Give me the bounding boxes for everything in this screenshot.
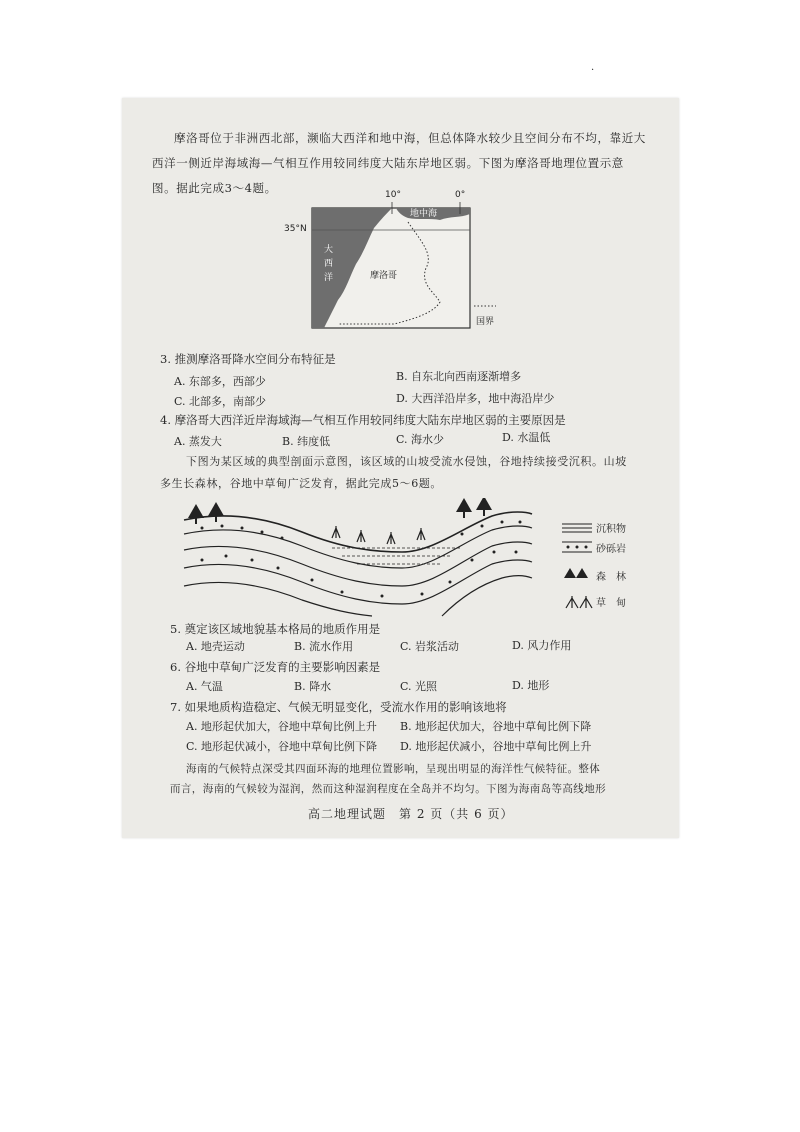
q5-option-a[interactable]: A. 地壳运动 bbox=[186, 640, 245, 653]
atlantic-label-3: 洋 bbox=[324, 273, 334, 283]
terrain-surface bbox=[184, 512, 532, 552]
q6-option-d[interactable]: D. 地形 bbox=[512, 679, 550, 692]
q3-option-c[interactable]: C. 北部多，南部少 bbox=[174, 395, 267, 408]
layer-line-5 bbox=[442, 576, 532, 616]
cross-section-drawing bbox=[182, 498, 652, 618]
exam-page bbox=[122, 98, 679, 838]
q7-option-c[interactable]: C. 地形起伏减小，谷地中草甸比例下降 bbox=[186, 740, 378, 753]
q5-option-b[interactable]: B. 流水作用 bbox=[294, 640, 354, 653]
q4-option-c[interactable]: C. 海水少 bbox=[396, 433, 445, 446]
lon-10-label: 10° bbox=[385, 190, 401, 200]
cross-section-diagram bbox=[182, 498, 652, 618]
legend-sandstone-dots bbox=[567, 546, 588, 549]
page-footer: 高二地理试题 第 2 页（共 6 页） bbox=[308, 807, 514, 821]
layer-line-3 bbox=[184, 560, 532, 604]
q4-option-b[interactable]: B. 纬度低 bbox=[282, 435, 331, 448]
q7-option-d[interactable]: D. 地形起伏减小，谷地中草甸比例上升 bbox=[400, 740, 592, 753]
legend-meadow-icon bbox=[566, 596, 592, 608]
q5-option-d[interactable]: D. 风力作用 bbox=[512, 639, 572, 652]
q5-option-c[interactable]: C. 岩浆活动 bbox=[400, 640, 460, 653]
q3-option-b[interactable]: B. 自东北向西南逐渐增多 bbox=[396, 370, 522, 383]
intro3-line-2: 而言，海南的气候较为湿润，然而这种湿润程度在全岛并不均匀。下图为海南岛等高线地形 bbox=[170, 783, 606, 795]
lat-35n-label: 35°N bbox=[284, 224, 307, 234]
morocco-label: 摩洛哥 bbox=[370, 271, 398, 281]
border-legend-label: 国界 bbox=[476, 317, 495, 327]
legend-forest-icon bbox=[564, 568, 588, 578]
lon-0-label: 0° bbox=[455, 190, 466, 200]
intro2-line-1: 下图为某区域的典型剖面示意图，该区域的山坡受流水侵蚀，谷地持续接受沉积。山坡 bbox=[186, 455, 627, 468]
q7-option-b[interactable]: B. 地形起伏加大，谷地中草甸比例下降 bbox=[400, 720, 592, 733]
q7-stem: 7. 如果地质构造稳定、气候无明显变化，受流水作用的影响该地将 bbox=[170, 700, 507, 714]
q7-option-a[interactable]: A. 地形起伏加大，谷地中草甸比例上升 bbox=[186, 720, 377, 733]
q3-option-a[interactable]: A. 东部多，西部少 bbox=[174, 375, 266, 388]
legend-meadow-label: 草 甸 bbox=[596, 598, 626, 609]
q6-stem: 6. 谷地中草甸广泛发育的主要影响因素是 bbox=[170, 660, 381, 674]
intro-line-1: 摩洛哥位于非洲西北部，濒临大西洋和地中海，但总体降水较少且空间分布不均，靠近大 bbox=[174, 131, 646, 145]
intro-line-3: 图。据此完成3～4题。 bbox=[152, 181, 277, 195]
meadow-marks bbox=[332, 526, 425, 544]
mediterranean-label: 地中海 bbox=[410, 209, 438, 219]
intro2-line-2: 多生长森林，谷地中草甸广泛发育，据此完成5～6题。 bbox=[160, 477, 442, 490]
legend-forest-label: 森 林 bbox=[596, 572, 626, 583]
atlantic-label-1: 大 bbox=[324, 245, 334, 255]
q6-option-b[interactable]: B. 降水 bbox=[294, 680, 332, 693]
q6-option-a[interactable]: A. 气温 bbox=[186, 680, 223, 693]
legend-sandstone-label: 砂砾岩 bbox=[596, 544, 626, 555]
q4-stem: 4. 摩洛哥大西洋近岸海域海—气相互作用较同纬度大陆东岸地区弱的主要原因是 bbox=[160, 413, 566, 427]
forest-trees bbox=[188, 498, 492, 524]
q6-option-c[interactable]: C. 光照 bbox=[400, 680, 438, 693]
header-dot: . bbox=[591, 62, 595, 73]
intro3-line-1: 海南的气候特点深受其四面环海的地理位置影响，呈现出明显的海洋性气候特征。整体 bbox=[186, 763, 601, 775]
q3-option-d[interactable]: D. 大西洋沿岸多，地中海沿岸少 bbox=[396, 392, 555, 405]
morocco-map bbox=[284, 190, 504, 344]
legend-sediment-label: 沉积物 bbox=[596, 524, 626, 535]
atlantic-label-2: 西 bbox=[324, 259, 334, 269]
layer-line-4 bbox=[184, 582, 372, 616]
q5-stem: 5. 奠定该区域地貌基本格局的地质作用是 bbox=[170, 622, 381, 636]
q4-option-a[interactable]: A. 蒸发大 bbox=[174, 435, 222, 448]
intro-line-2: 西洋一侧近岸海域海—气相互作用较同纬度大陆东岸地区弱。下图为摩洛哥地理位置示意 bbox=[152, 156, 624, 170]
q4-option-d[interactable]: D. 水温低 bbox=[502, 431, 551, 444]
q3-stem: 3. 推测摩洛哥降水空间分布特征是 bbox=[160, 352, 336, 366]
